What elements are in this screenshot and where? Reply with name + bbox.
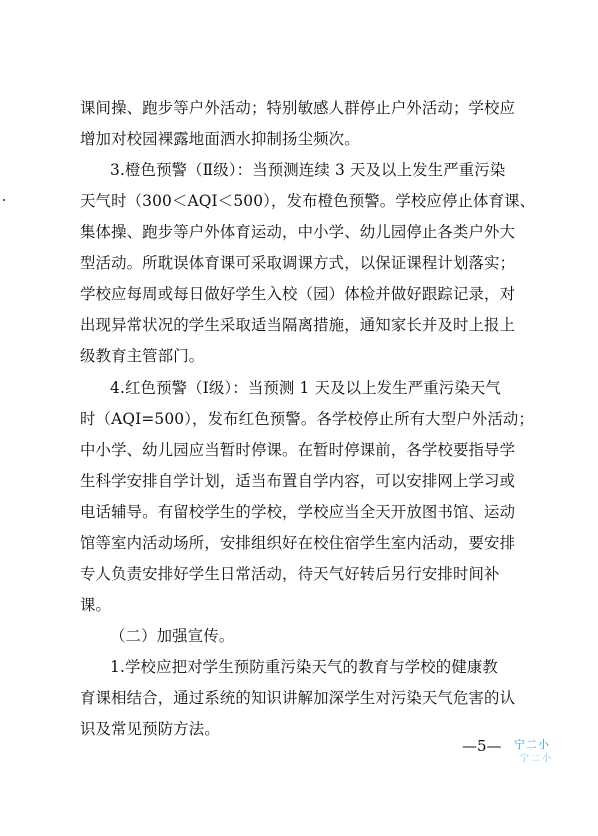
body-line-20: 育课相结合，通过系统的知识讲解加深学生对污染天气危害的认: [80, 689, 516, 707]
body-line-11: 时（AQI=500），发布红色预警。各学校停止所有大型户外活动；: [80, 410, 534, 428]
body-line-4: 天气时（300＜AQI＜500），发布橙色预警。学校应停止体育课、: [80, 192, 536, 210]
body-line-17: 课。: [80, 596, 112, 614]
body-line-9: 级教育主管部门。: [80, 347, 205, 365]
scan-speck: [3, 199, 5, 201]
body-line-19: 1.学校应把对学生预防重污染天气的教育与学校的健康教: [110, 658, 498, 676]
body-line-8: 出现异常状况的学生采取适当隔离措施，通知家长并及时上报上: [80, 316, 516, 334]
body-line-5: 集体操、跑步等户外体育运动，中小学、幼儿园停止各类户外大: [80, 223, 516, 241]
red-warning-heading: 4.红色预警（Ⅰ级）：当预测 1 天及以上发生严重污染天气: [110, 379, 501, 397]
orange-warning-heading: 3.橙色预警（Ⅱ级）：当预测连续 3 天及以上发生严重污染: [110, 161, 506, 179]
school-mark-subtext: 宁二小: [520, 754, 554, 764]
body-line-21: 识及常见预防方法。: [80, 720, 220, 738]
body-line-15: 馆等室内活动场所，安排组织好在校住宿学生室内活动，要安排: [80, 534, 516, 552]
body-line-13: 生科学安排自学计划，适当布置自学内容，可以安排网上学习或: [80, 472, 516, 490]
body-line-14: 电话辅导。有留校学生的学校，学校应当全天开放图书馆、运动: [80, 503, 516, 521]
body-line-16: 专人负责安排好学生日常活动，待天气好转后另行安排时间补: [80, 565, 500, 583]
body-line-6: 型活动。所耽误体育课可采取调课方式，以保证课程计划落实；: [80, 254, 516, 272]
body-line-12: 中小学、幼儿园应当暂时停课。在暂时停课前，各学校要指导学: [80, 441, 516, 459]
page-number: —5—: [462, 737, 502, 755]
school-mark-logo: [514, 738, 570, 768]
body-line-1: 课间操、跑步等户外活动；特别敏感人群停止户外活动；学校应: [80, 99, 516, 117]
school-mark-text: 宁二小: [514, 738, 550, 751]
body-line-7: 学校应每周或每日做好学生入校（园）体检并做好跟踪记录，对: [80, 285, 516, 303]
body-line-2: 增加对校园裸露地面洒水抑制扬尘频次。: [80, 130, 360, 148]
section-heading-publicity: （二）加强宣传。: [110, 627, 235, 645]
